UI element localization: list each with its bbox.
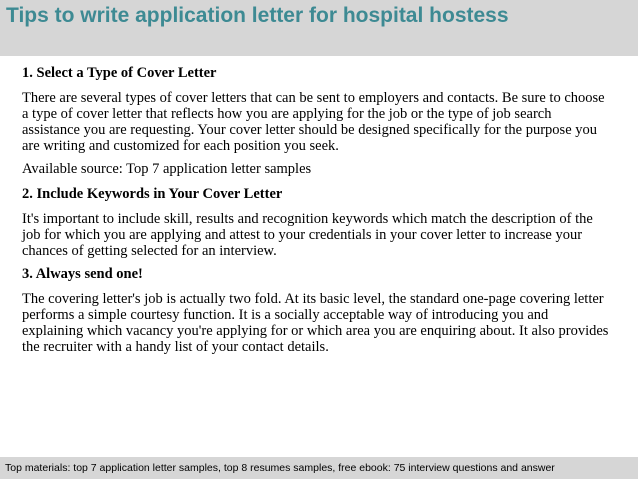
- section-1-source: Available source: Top 7 application letter samples: [22, 161, 312, 177]
- section-2-heading: 2. Include Keywords in Your Cover Letter: [22, 186, 283, 202]
- section-2-body: It's important to include skill, results and recognition keywords which match the description of the job for which you are applying and attest to your credentials in your cover letter to increase your chances of getting selected for an interview.: [22, 211, 593, 259]
- section-1-heading: 1. Select a Type of Cover Letter: [22, 65, 217, 81]
- footer-bar: [0, 457, 638, 479]
- section-3-heading: 3. Always send one!: [22, 266, 143, 282]
- page-title: Tips to write application letter for hospital hostess: [6, 4, 509, 27]
- article-content: [22, 65, 612, 362]
- section-3-body: The covering letter's job is actually two fold. At its basic level, the standard one-page covering letter performs a simple courtesy function. It is a socially acceptable way of introducing you and explaining which vacancy you're applying for or which area you are enquiring about. It also provides the recruiter with a handy list of your contact details.: [22, 291, 609, 355]
- footer-text: Top materials: top 7 application letter samples, top 8 resumes samples, free ebook: 75 interview questions and answer: [5, 462, 555, 474]
- section-1-body: There are several types of cover letters that can be sent to employers and contacts. Be sure to choose a type of cover letter that reflects how you are applying for the job or the type of job search assistance you are requesting. Your cover letter should be designed specifically for the purpose you are writing and customized for each position you seek.: [22, 90, 605, 154]
- title-bar: [0, 0, 638, 56]
